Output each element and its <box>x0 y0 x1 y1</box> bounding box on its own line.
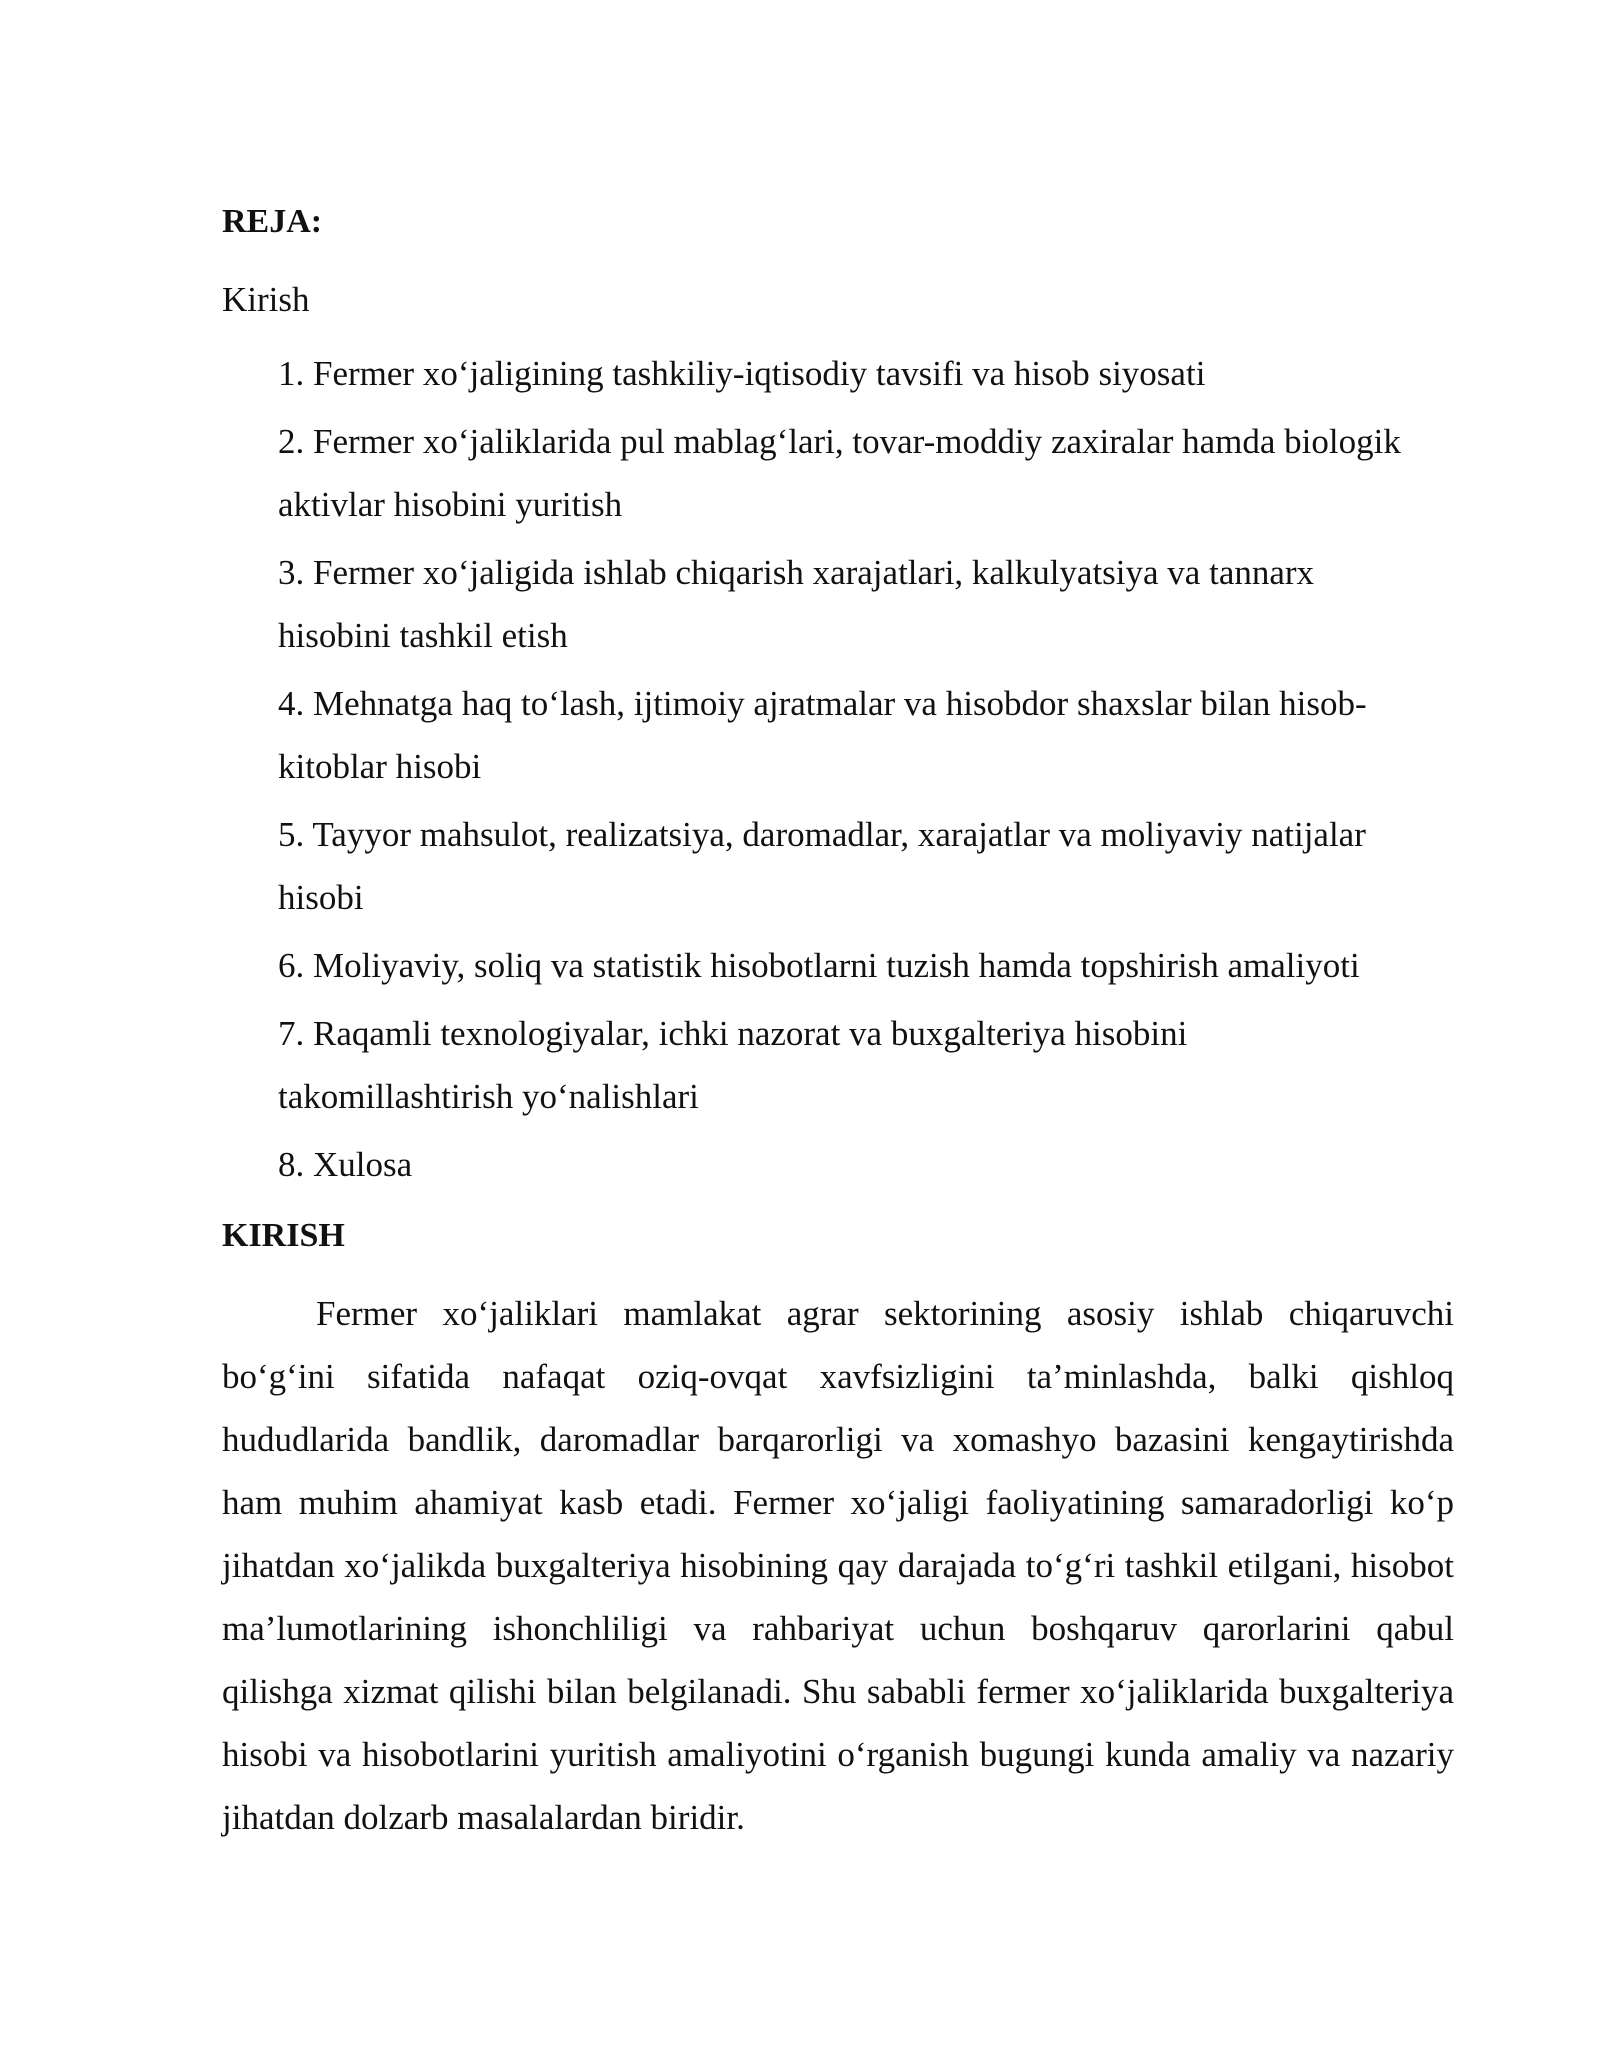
plan-item-7: 7. Raqamli texnologiyalar, ichki nazorat va buxgalteriya hisobini takomillashtirish yo‘nalishlari <box>278 1014 1188 1116</box>
plan-item-6: 6. Moliyaviy, soliq va statistik hisobotlarni tuzish hamda topshirish amaliyoti <box>278 946 1360 985</box>
introduction-paragraph: Fermer xo‘jaliklari mamlakat agrar sektorining asosiy ishlab chiqaruvchi bo‘g‘ini sifatida nafaqat oziq-ovqat xavfsizligini ta’minlashda, balki qishloq hududlarida bandlik, daromadlar barqarorligi va xomashyo bazasini kengaytirishda ham muhim ahamiyat kasb etadi. Fermer xo‘jaligi faoliyatining samaradorligi ko‘p jihatdan xo‘jalikda buxgalteriya hisobining qay darajada to‘g‘ri tashkil etilgani, hisobot ma’lumotlarining ishonchliligi va rahbariyat uchun boshqaruv qarorlarini qabul qilishga xizmat qilishi bilan belgilanadi. Shu sababli fermer xo‘jaliklarida buxgalteriya hisobi va hisobotlarini yuritish amaliyotini o‘rganish bugungi kunda amaliy va nazariy jihatdan dolzarb masalalardan biridir. <box>222 1294 1454 1837</box>
plan-item-4: 4. Mehnatga haq to‘lash, ijtimoiy ajratmalar va hisobdor shaxslar bilan hisob-kitoblar hisobi <box>278 684 1367 786</box>
plan-item-3: 3. Fermer xo‘jaligida ishlab chiqarish xarajatlari, kalkulyatsiya va tannarx hisobini tashkil etish <box>278 553 1315 655</box>
page-content <box>222 196 1454 1849</box>
plan-item-5: 5. Tayyor mahsulot, realizatsiya, daromadlar, xarajatlar va moliyaviy natijalar hisobi <box>278 815 1366 917</box>
introduction-heading: KIRISH <box>222 1217 345 1254</box>
plan-intro-label: Kirish <box>222 280 310 319</box>
plan-item-8: 8. Xulosa <box>278 1145 413 1184</box>
plan-item-1: 1. Fermer xo‘jaligining tashkiliy-iqtisodiy tavsifi va hisob siyosati <box>278 354 1206 393</box>
plan-list <box>222 342 1454 1196</box>
plan-heading: REJA: <box>222 203 323 240</box>
plan-item-2: 2. Fermer xo‘jaliklarida pul mablag‘lari, tovar-moddiy zaxiralar hamda biologik aktivlar hisobini yuritish <box>278 422 1401 524</box>
